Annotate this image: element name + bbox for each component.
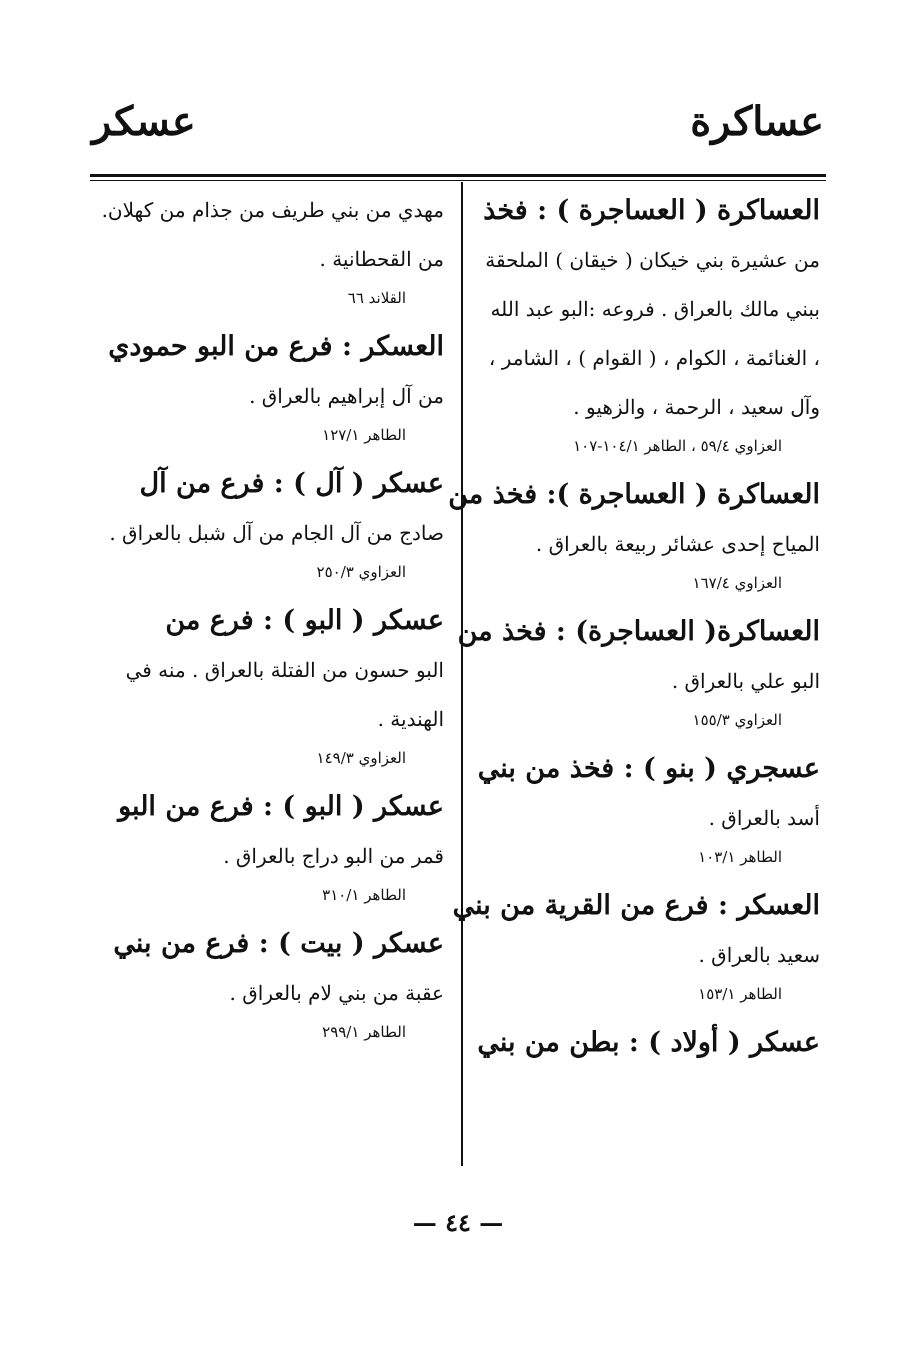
entry-text: قمر من البو دراج بالعراق . — [223, 844, 444, 868]
entry-reference: الطاهر ١٠٣/١ — [698, 848, 782, 866]
entry-heading: العساكرة( العساجرة) : فخذ من — [457, 616, 820, 647]
entry-text: البو حسون من الفتلة بالعراق . منه في الهندية . — [125, 658, 444, 731]
entry — [94, 782, 444, 909]
entry-reference: العزاوي ١٥٥/٣ — [692, 711, 782, 729]
entry — [94, 459, 444, 586]
entry-heading: عسكر ( البو ) : فرع من — [165, 605, 444, 636]
entry-heading: عسكر ( بيت ) : فرع من بني — [113, 928, 444, 959]
entry-text: سعيد بالعراق . — [698, 943, 820, 967]
entry-heading: عسكر ( آل ) : فرع من آل — [139, 468, 444, 499]
entry-heading: العساكرة ( العساجرة ) : فخذ — [483, 195, 820, 226]
entry-reference: الطاهر ١٥٣/١ — [698, 985, 782, 1003]
page-number: — ٤٤ — — [412, 1208, 504, 1237]
entry — [94, 322, 444, 449]
entry-text: أسد بالعراق . — [708, 806, 820, 830]
entry-reference: العزاوي ٢٥٠/٣ — [316, 563, 406, 581]
entry-text: من عشيرة بني خيكان ( خيقان ) الملحقة ببني مالك بالعراق . فروعه :البو عبد الله ، الغنائمة ، الكوام ، ( القوام ) ، الشامر ، وآل سعيد ، الرحمة ، والزهيو . — [485, 248, 820, 419]
entry-reference: العزاوي ١٦٧/٤ — [692, 574, 782, 592]
page-header-right-title: عساكرة — [690, 98, 824, 145]
entry — [448, 470, 820, 597]
header-rule-thin — [90, 180, 826, 181]
entry-reference: الطاهر ٣١٠/١ — [322, 886, 406, 904]
entry-reference: الطاهر ٢٩٩/١ — [322, 1023, 406, 1041]
entry-text: من آل إبراهيم بالعراق . — [249, 384, 444, 408]
entry-text: المياح إحدى عشائر ربيعة بالعراق . — [535, 532, 820, 556]
entry — [477, 744, 820, 871]
entry — [480, 186, 820, 460]
entry-heading: العسكر : فرع من القرية من بني — [452, 890, 820, 921]
left-column — [94, 186, 444, 1056]
entry-text: البو علي بالعراق . — [671, 669, 820, 693]
entry-heading: العسكر : فرع من البو حمودي — [108, 331, 444, 362]
entry-heading: عسجري ( بنو ) : فخذ من بني — [477, 753, 820, 784]
entry-heading: عسكر ( البو ) : فرع من البو — [118, 791, 444, 822]
entry-heading: عسكر ( أولاد ) : بطن من بني — [477, 1027, 820, 1058]
column-divider — [461, 182, 463, 1166]
entry — [94, 919, 444, 1046]
page-header-left-title: عسكر — [92, 98, 196, 145]
entry — [457, 607, 820, 734]
entry — [94, 596, 444, 772]
entry-text: عقبة من بني لام بالعراق . — [229, 981, 444, 1005]
right-column — [448, 186, 820, 1078]
entry — [452, 881, 820, 1008]
entry — [477, 1018, 820, 1068]
entry-reference: العزاوي ١٤٩/٣ — [316, 749, 406, 767]
entry-text: صادج من آل الجام من آل شبل بالعراق . — [109, 521, 444, 545]
entry-reference: القلاند ٦٦ — [347, 289, 406, 307]
entry-reference: العزاوي ٥٩/٤ ، الطاهر ١٠٤/١-١٠٧ — [573, 437, 782, 455]
entry-reference: الطاهر ١٢٧/١ — [322, 426, 406, 444]
entry-text: مهدي من بني طريف من جذام من كهلان. من القحطانية . — [101, 198, 444, 271]
entry-heading: العساكرة ( العساجرة ): فخذ من — [448, 479, 820, 510]
header-rule-thick — [90, 174, 826, 177]
entry — [94, 186, 444, 312]
